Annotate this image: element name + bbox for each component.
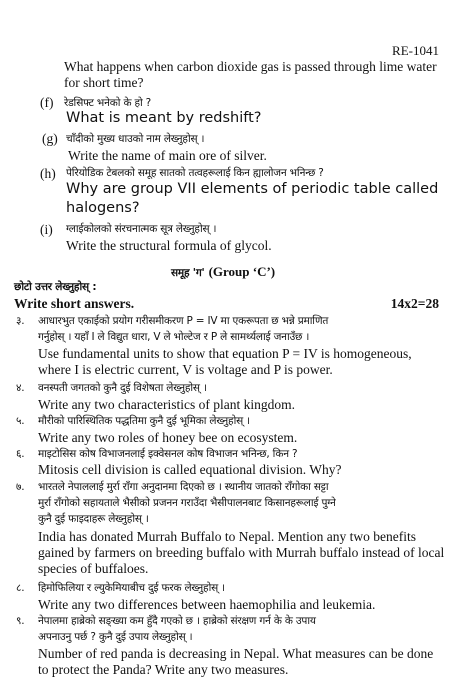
question-4-nepali: वनस्पती जगतको कुनै दुई विशेषता लेख्नुहोस् ।: [38, 382, 207, 394]
group-c-instruction-nepali: छोटो उत्तर लेख्नुहोस् :: [14, 281, 97, 293]
question-i-nepali: ग्लाईकोलको संरचनात्मक सूत्र लेख्नुहोस् ।: [66, 223, 217, 235]
question-5-number: ५.: [16, 415, 25, 427]
group-c-heading: [171, 263, 275, 281]
question-9-nepali-line2: अपनाउनु पर्छ ? कुनै दुई उपाय लेख्नुहोस् ।: [38, 631, 193, 643]
group-c-title-nepali: समूह 'ग': [171, 267, 205, 279]
question-g-number: (g): [42, 131, 58, 146]
question-6-nepali: माइटोसिस कोष विभाजनलाई इक्वेसनल कोष विभाजन भनिन्छ, किन ?: [38, 448, 298, 460]
question-7-nepali-line3: कुनै दुई फाइदाहरू लेख्नुहोस् ।: [38, 513, 149, 525]
question-3-nepali-line1: आधारभुत एकाईको प्रयोग गरीसमीकरण P = IV मा एकरूपता छ भन्ने प्रमाणित: [38, 315, 329, 327]
question-8-number: ८.: [16, 582, 25, 594]
question-i-number: (i): [40, 222, 53, 237]
question-7-number: ७.: [16, 481, 25, 493]
question-i-english: Write the structural formula of glycol.: [66, 238, 272, 253]
question-7-english: India has donated Murrah Buffalo to Nepal. Mention any two benefits gained by farmers on breeding buffalo with Murrah buffalo instead of local species of buffaloes.: [38, 529, 445, 576]
question-3-number: ३.: [16, 315, 25, 327]
question-f-nepali: रेडसिफ्ट भनेको के हो ?: [64, 97, 152, 109]
question-h-nepali: पेरियोडिक टेबलको समूह सातको तत्वहरूलाई किन ह्यालोजन भनिन्छ ?: [66, 167, 324, 179]
question-4-number: ४.: [16, 382, 25, 394]
question-7-nepali-line1: भारतले नेपाललाई मुर्रा राँगा अनुदानमा दिएको छ । स्थानीय जातको राँगोका सट्टा: [38, 481, 329, 493]
question-e-english-cont: What happens when carbon dioxide gas is passed through lime water for short time?: [64, 59, 437, 90]
question-f-english: What is meant by redshift?: [66, 110, 262, 126]
question-6-number: ६.: [16, 448, 25, 460]
question-g-english: Write the name of main ore of silver.: [68, 148, 267, 163]
question-3-english: Use fundamental units to show that equation P = IV is homogeneous, where I is electric current, V is voltage and P is power.: [38, 346, 412, 377]
question-5-nepali: मौरीको पारिस्थितिक पद्धतिमा कुनै दुई भूमिका लेख्नुहोस् ।: [38, 415, 250, 427]
question-h-english-line1: Why are group VII elements of periodic table called: [66, 181, 439, 197]
question-8-nepali: हिमोफिलिया र ल्युकेमियाबीच दुई फरक लेख्नुहोस् ।: [38, 582, 225, 594]
question-7-nepali-line2: मुर्रा राँगोको सहायताले भैसीको प्रजनन गराउँदा भैसीपालनबाट किसानहरूलाई पुग्ने: [38, 497, 336, 509]
question-g-nepali: चाँदीको मुख्य धाउको नाम लेख्नुहोस् ।: [66, 133, 205, 145]
group-c-title-english: (Group ‘C’): [208, 264, 276, 279]
question-h-number: (h): [40, 166, 56, 181]
group-c-instruction-english: Write short answers.: [14, 296, 135, 311]
question-f-number: (f): [40, 95, 54, 110]
question-8-english: Write any two differences between haemophilia and leukemia.: [38, 597, 376, 612]
question-3-nepali-line2: गर्नुहोस् । यहाँ I ले विद्युत धारा, V ले भोल्टेज र P ले सामर्थ्यलाई जनाउँछ ।: [38, 331, 310, 343]
question-9-number: ९.: [16, 615, 25, 627]
paper-code: RE-1041: [392, 43, 439, 58]
question-5-english: Write any two roles of honey bee on ecosystem.: [38, 430, 298, 445]
question-6-english: Mitosis cell division is called equational division. Why?: [38, 462, 342, 477]
question-9-english: Number of red panda is decreasing in Nepal. What measures can be done to protect the Panda? Write any two measures.: [38, 646, 434, 677]
question-h-english-line2: halogens?: [66, 200, 140, 216]
question-4-english: Write any two characteristics of plant kingdom.: [38, 397, 296, 412]
question-9-nepali-line1: नेपालमा हाब्रेको सङ्ख्या कम हुँदै गएको छ । हाब्रेको संरक्षण गर्न के के उपाय: [38, 615, 316, 627]
group-c-marks: 14x2=28: [390, 296, 439, 311]
